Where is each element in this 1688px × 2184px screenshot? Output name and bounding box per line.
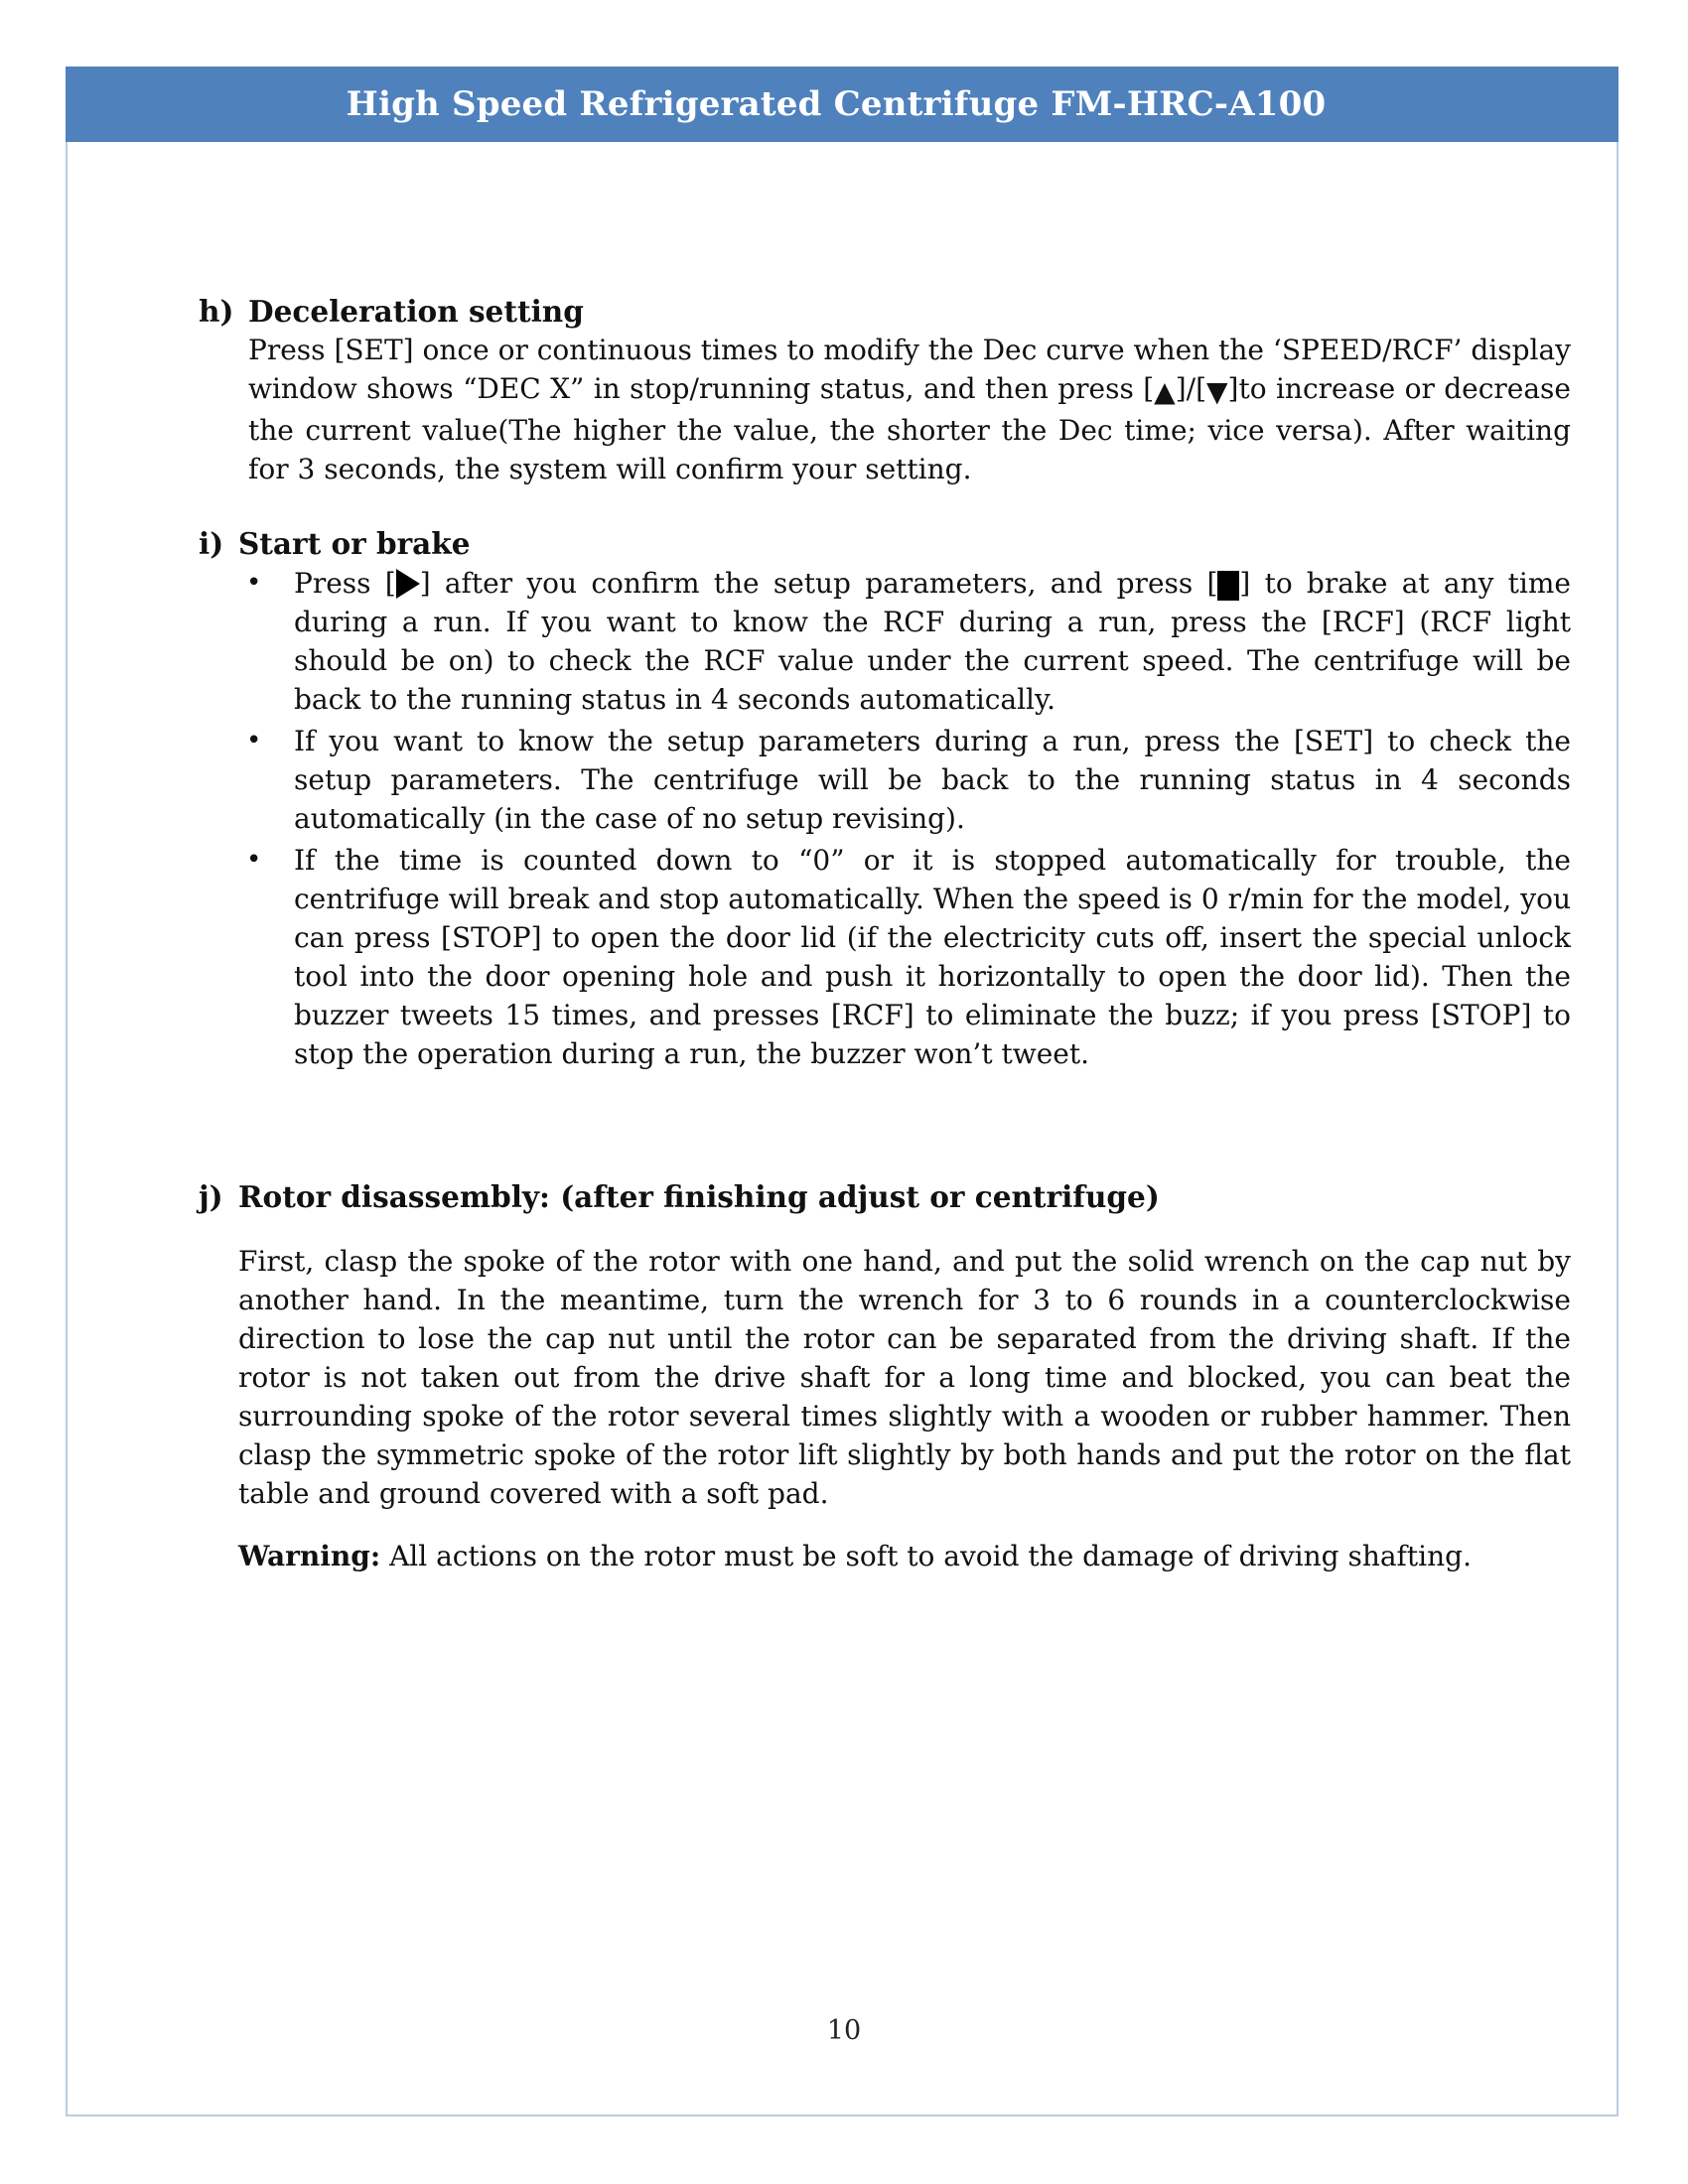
header-bar (66, 67, 1618, 142)
list-item (246, 564, 1572, 719)
section-h-title: Deceleration setting (248, 294, 584, 329)
document-title: High Speed Refrigerated Centrifuge FM-HRC-A100 (346, 84, 1327, 124)
section-h-text-3: ]to increase or decrease the current value(The higher the value, the shorter the Dec time; vice versa). After waiting for 3 seconds, the system will confirm your setting. (248, 372, 1571, 485)
list-item (246, 841, 1571, 1073)
section-i-title: Start or brake (238, 526, 471, 561)
section-j-heading (199, 1177, 1160, 1216)
stop-icon (1217, 571, 1239, 601)
bullet-icon: • (246, 568, 262, 598)
warning-text: All actions on the rotor must be soft to avoid the damage of driving shafting. (380, 1540, 1472, 1572)
section-j-title: Rotor disassembly: (after finishing adjust or centrifuge) (238, 1179, 1160, 1214)
section-h-letter: h) (199, 294, 234, 329)
up-arrow-icon: ▲ (1154, 375, 1176, 408)
bullet-1-text-3: ] to brake at any time during a run. If you want to know the RCF during a run, press the [RCF] (RCF light should be on) to check the RCF value under the current speed. The centrifuge will be back to the running status in 4 seconds automatically. (294, 567, 1572, 716)
section-h-text-2: ]/[ (1175, 372, 1206, 405)
warning-label: Warning: (238, 1540, 381, 1572)
section-i-letter: i) (199, 526, 224, 561)
bullet-2-text: If you want to know the setup parameters during a run, press the [SET] to check the setup parameters. The centrifuge will be back to the running status in 4 seconds automatically (in the case of no setup revising). (294, 725, 1571, 835)
section-i-heading (199, 524, 470, 563)
bullet-icon: • (246, 726, 262, 755)
section-i-bullet-list (246, 564, 1572, 1076)
down-arrow-icon: ▼ (1206, 375, 1228, 408)
warning-paragraph (238, 1537, 1571, 1575)
bullet-1-text-1: Press [ (294, 567, 396, 600)
play-icon (396, 569, 420, 599)
list-item (246, 722, 1571, 838)
section-j-letter: j) (199, 1179, 223, 1214)
bullet-icon: • (246, 845, 262, 875)
section-h-text-1: Press [SET] once or continuous times to modify the Dec curve when the ‘SPEED/RCF’ display window shows “DEC X” in stop/running status, and then press [ (248, 334, 1571, 405)
page-number: 10 (826, 2015, 862, 2046)
bullet-3-text: If the time is counted down to “0” or it is stopped automatically for trouble, the centrifuge will break and stop automatically. When the speed is 0 r/min for the model, you can press [STOP] to open the door lid (if the electricity cuts off, insert the special unlock tool into the door opening hole and push it horizontally to open the door lid). Then the buzzer tweets 15 times, and presses [RCF] to eliminate the buzz; if you press [STOP] to stop the operation during a run, the buzzer won’t tweet. (294, 844, 1571, 1070)
bullet-1-text-2: ] after you confirm the setup parameters, and press [ (419, 567, 1218, 600)
section-j-paragraph: First, clasp the spoke of the rotor with one hand, and put the solid wrench on the cap nut by another hand. In the meantime, turn the wrench for 3 to 6 rounds in a counterclockwise direction to lose the cap nut until the rotor can be separated from the driving shaft. If the rotor is not taken out from the drive shaft for a long time and blocked, you can beat the surrounding spoke of the rotor several times slightly with a wooden or rubber hammer. Then clasp the symmetric spoke of the rotor lift slightly by both hands and put the rotor on the flat table and ground covered with a soft pad. (238, 1245, 1571, 1510)
section-h-heading (199, 292, 584, 331)
section-h-paragraph (248, 331, 1571, 488)
